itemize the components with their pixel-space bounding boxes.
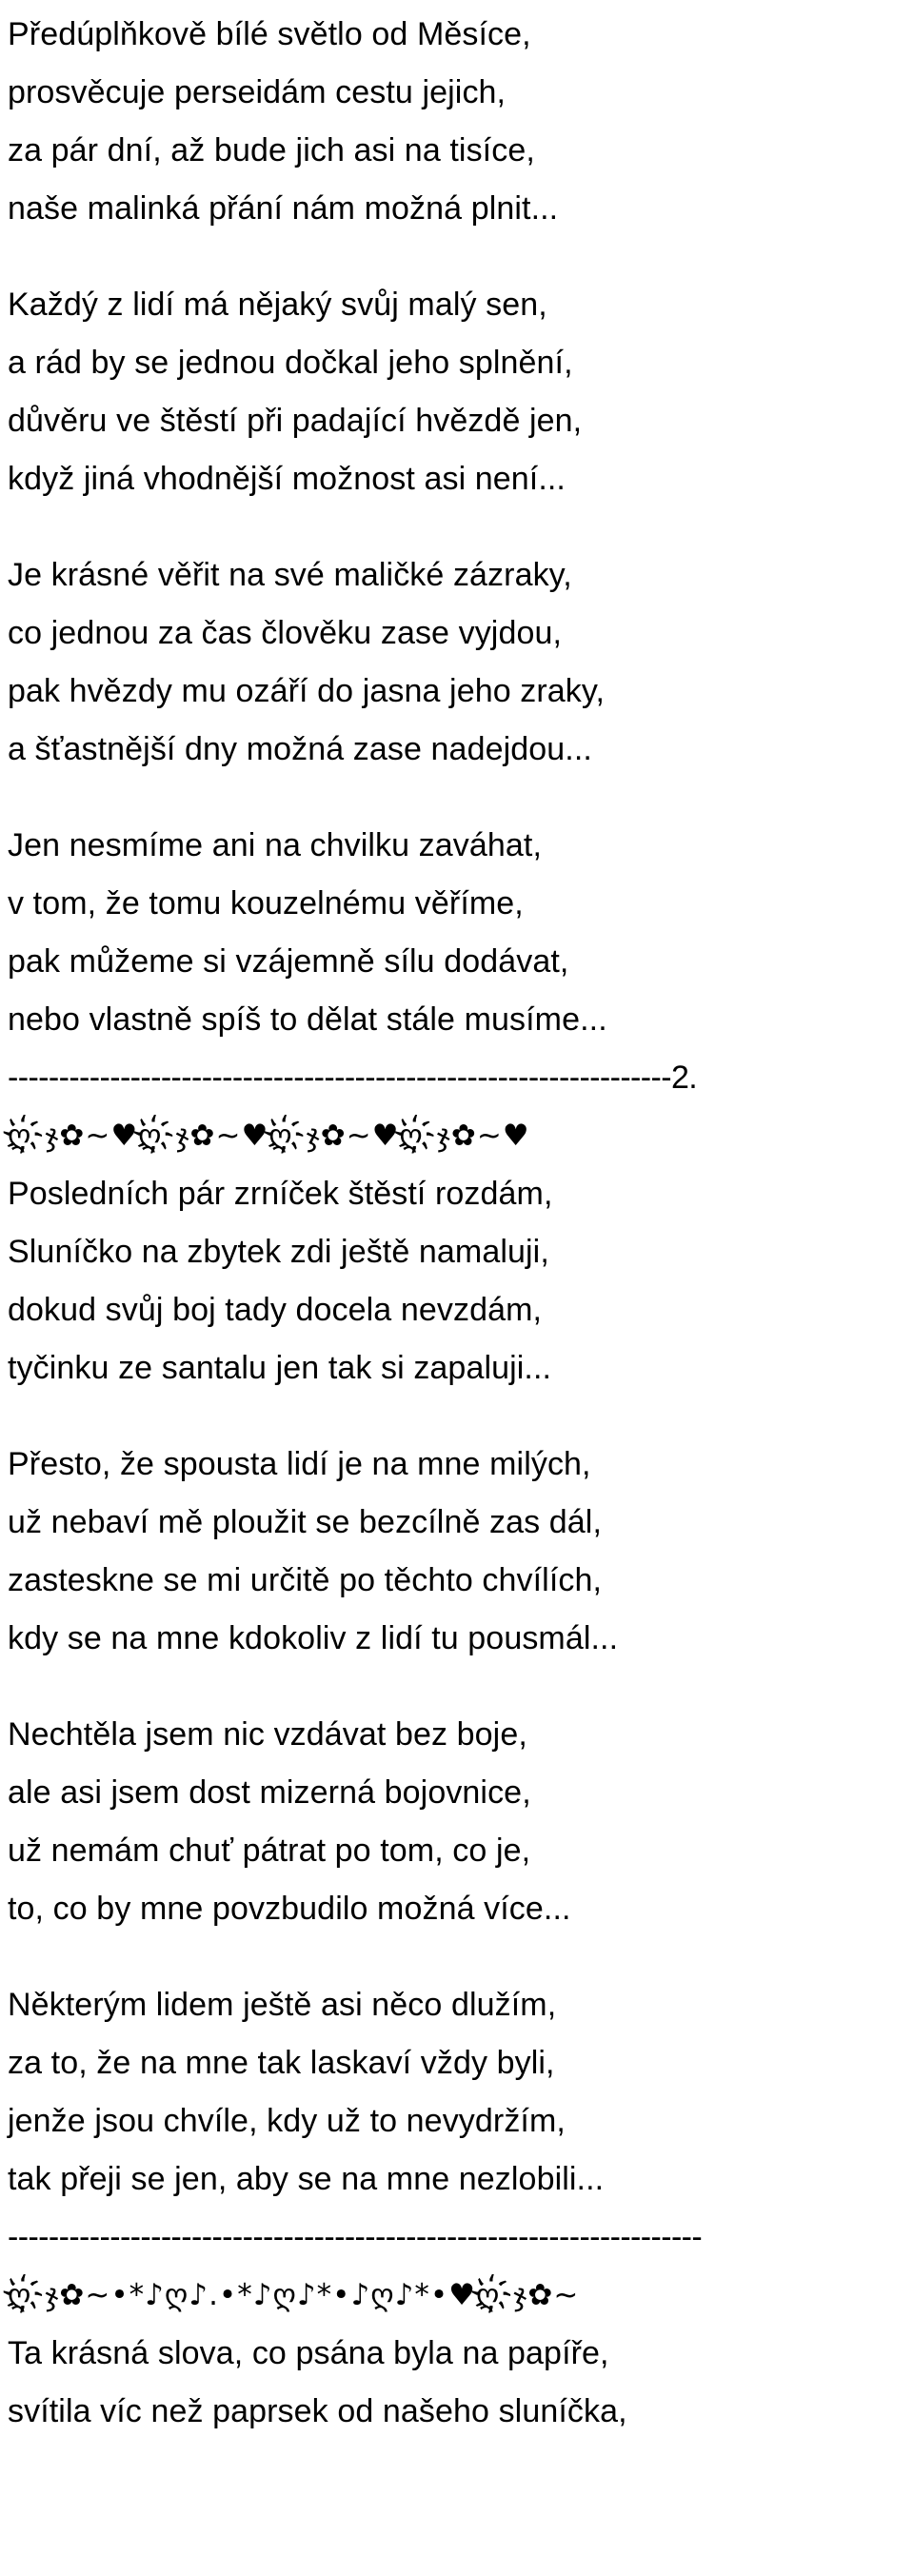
separator-line: --------------------------------------------------------------------	[8, 2219, 703, 2255]
poem-line: ale asi jsem dost mizerná bojovnice,	[8, 1774, 531, 1811]
poem-line: Je krásné věřit na své maličké zázraky,	[8, 557, 572, 593]
poem-line: pak můžeme si vzájemně sílu dodávat,	[8, 943, 569, 980]
poem-line: prosvěcuje perseidám cestu jejich,	[8, 74, 507, 110]
poem-line: za to, že na mne tak laskaví vždy byli,	[8, 2045, 555, 2081]
poem-line: pak hvězdy mu ozáří do jasna jeho zraky,	[8, 673, 606, 709]
stanza-gap	[8, 779, 912, 817]
poem-page	[8, 6, 912, 2441]
ornament-line: ღ҉ჯ✿~•*♪ღ♪.•*♪ღ♪*•♪ღ♪*•♥ღ҉ჯ✿~	[8, 2278, 580, 2312]
poem-line: už nebaví mě ploužit se bezcílně zas dál,	[8, 1504, 603, 1540]
stanza-3	[8, 546, 912, 779]
poem-line: co jednou za čas člověku zase vyjdou,	[8, 615, 563, 651]
poem-line: kdy se na mne kdokoliv z lidí tu pousmál...	[8, 1620, 619, 1656]
poem-line: Přesto, že spousta lidí je na mne milých,	[8, 1446, 591, 1482]
poem-line: Jen nesmíme ani na chvilku zaváhat,	[8, 827, 543, 863]
poem-line: a rád by se jednou dočkal jeho splnění,	[8, 345, 573, 381]
poem-line: dokud svůj boj tady docela nevzdám,	[8, 1292, 543, 1328]
stanza-gap	[8, 508, 912, 546]
stanza-2	[8, 276, 912, 508]
poem-line: Ta krásná slova, co psána byla na papíře,	[8, 2335, 609, 2371]
poem-line: když jiná vhodnější možnost asi není...	[8, 461, 566, 497]
poem-line: Posledních pár zrníček štěstí rozdám,	[8, 1176, 553, 1212]
stanza-4	[8, 817, 912, 1049]
poem-line: Sluníčko na zbytek zdi ještě namaluji,	[8, 1234, 549, 1270]
poem-line: naše malinká přání nám možná plnit...	[8, 190, 559, 227]
stanza-6	[8, 1436, 912, 1668]
stanza-gap	[8, 1668, 912, 1706]
poem-line: Každý z lidí má nějaký svůj malý sen,	[8, 287, 547, 323]
poem-line: Některým lidem ještě asi něco dlužím,	[8, 1987, 557, 2023]
stanza-8	[8, 1976, 912, 2209]
poem-line: to, co by mne povzbudilo možná více...	[8, 1891, 571, 1927]
poem-line: tyčinku ze santalu jen tak si zapaluji...	[8, 1350, 552, 1386]
ornament-line: ღ҉ჯ✿~♥ღ҉ჯ✿~♥ღ҉ჯ✿~♥ღ҉ჯ✿~♥	[8, 1119, 530, 1153]
poem-line: tak přeji se jen, aby se na mne nezlobili...	[8, 2161, 605, 2197]
poem-line: důvěru ve štěstí při padající hvězdě jen,	[8, 403, 583, 439]
poem-line: zasteskne se mi určitě po těchto chvílích,	[8, 1562, 603, 1598]
poem-line: a šťastnější dny možná zase nadejdou...	[8, 731, 592, 767]
poem-line: nebo vlastně spíš to dělat stále musíme...	[8, 1001, 607, 1038]
stanza-5	[8, 1165, 912, 1397]
poem-line: Předúplňkově bílé světlo od Měsíce,	[8, 16, 531, 52]
stanza-gap	[8, 238, 912, 276]
poem-line: jenže jsou chvíle, kdy už to nevydržím,	[8, 2103, 566, 2139]
stanza-1	[8, 6, 912, 238]
poem-line: v tom, že tomu kouzelnému věříme,	[8, 885, 524, 921]
stanza-gap	[8, 1397, 912, 1436]
poem-line: už nemám chuť pátrat po tom, co je,	[8, 1833, 531, 1869]
poem-line: za pár dní, až bude jich asi na tisíce,	[8, 132, 535, 168]
poem-line: svítila víc než paprsek od našeho sluníčka,	[8, 2393, 627, 2429]
stanza-9	[8, 2325, 912, 2441]
poem-line: Nechtěla jsem nic vzdávat bez boje,	[8, 1716, 527, 1753]
separator-line: -----------------------------------------------------------------2.	[8, 1060, 698, 1096]
stanza-7	[8, 1706, 912, 1938]
stanza-gap	[8, 1938, 912, 1976]
